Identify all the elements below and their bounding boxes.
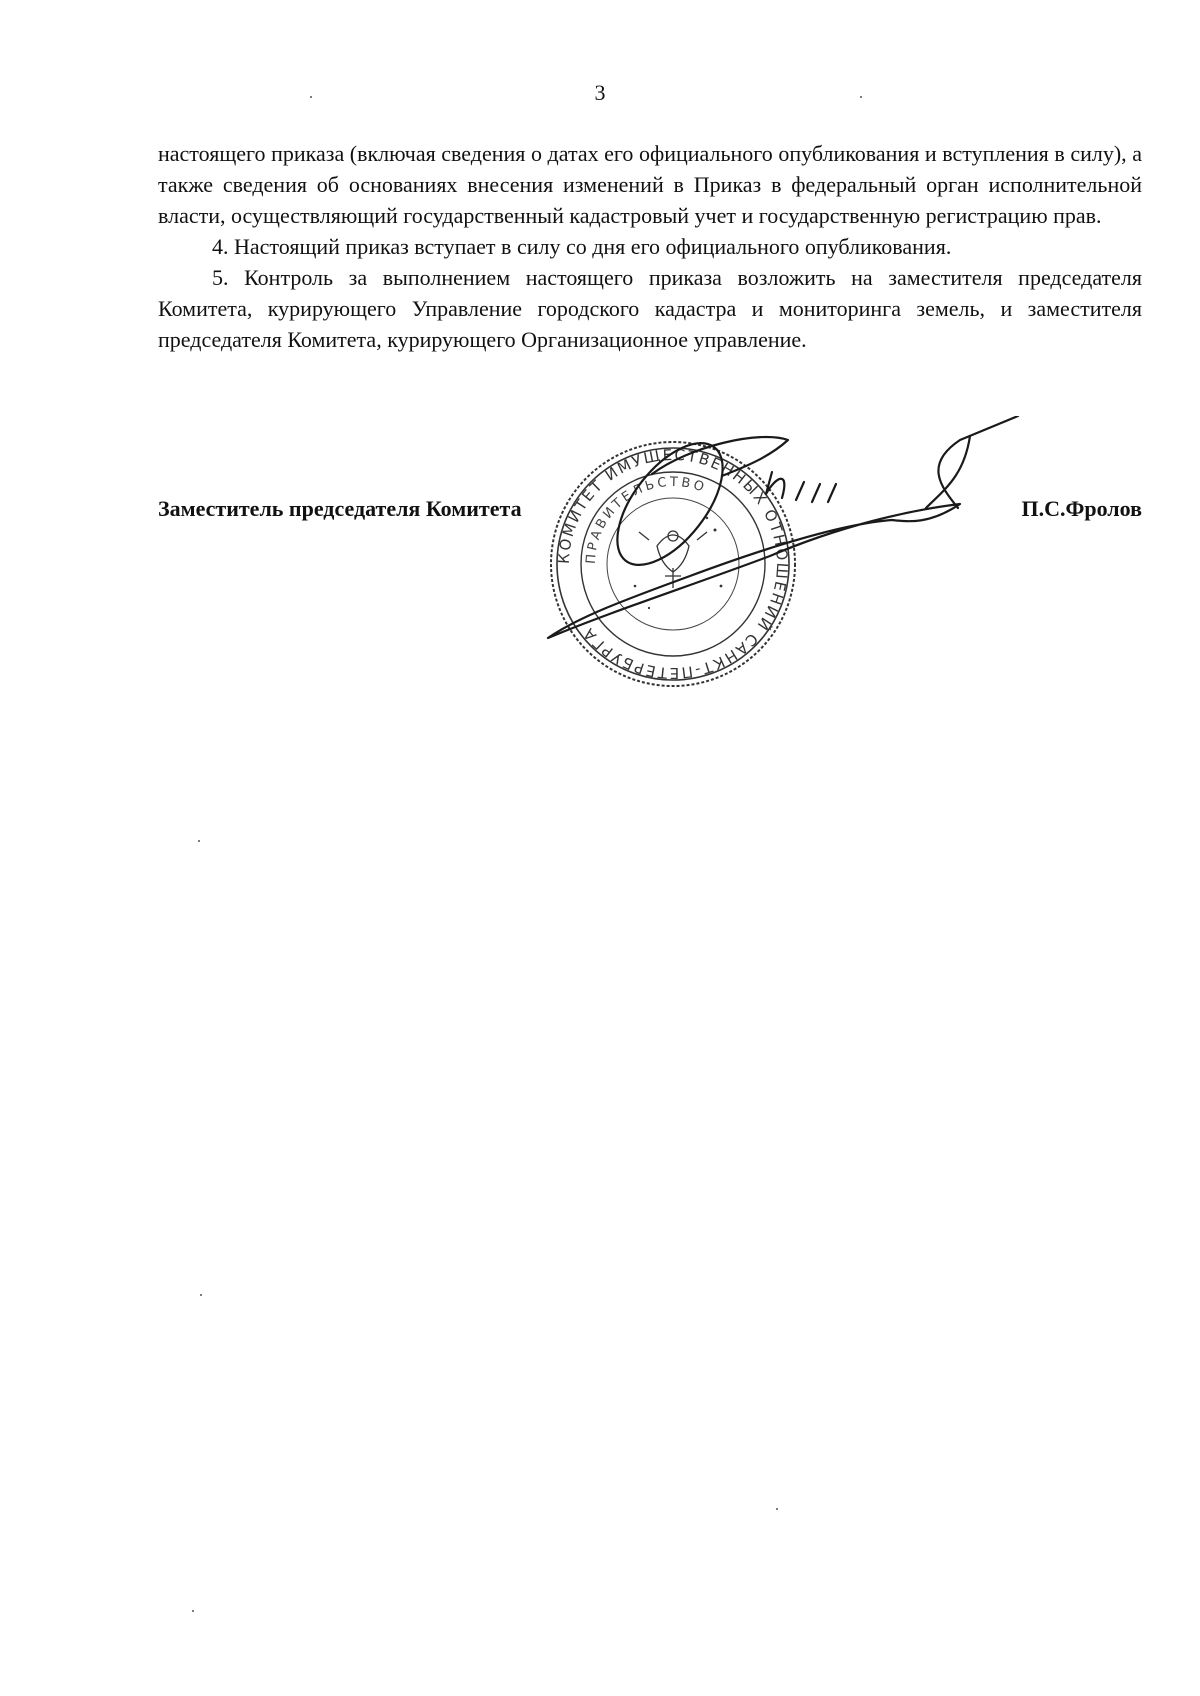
scan-speck [198,840,200,842]
paragraph-item-4: 4. Настоящий приказ вступает в силу со дня его официального опубликования. [212,234,952,259]
paragraph-item-5: 5. Контроль за выполнением настоящего приказа возложить на заместителя председателя Комитета, курирующего Управление городского кадастра и мониторинга земель, и заместителя председателя Комитета, курирующего Организационное управление. [158,265,1142,352]
stamp-inner-text: ПРАВИТЕЛЬСТВО [583,474,709,565]
scan-speck [310,96,312,98]
scan-speck [192,1610,194,1612]
document-body [158,138,1142,355]
scan-speck [200,1294,202,1296]
page-number: 3 [594,80,606,105]
scan-speck [776,1508,778,1510]
scan-speck [860,96,862,98]
stamp-outer-text: КОМИТЕТ ИМУЩЕСТВЕННЫХ ОТНОШЕНИЙ САНКТ-ПЕТЕРБУРГА [554,445,792,683]
handwritten-signature [540,416,1060,656]
signer-name: П.С.Фролов [1021,496,1142,521]
paragraph-continuation: настоящего приказа (включая сведения о датах его официального опубликования и вступления в силу), а также сведения об основаниях внесения изменений в Приказ в федеральный орган исполнительной власти, осуществляющий государственный кадастровый учет и государственную регистрацию прав. [158,141,1142,228]
signer-title: Заместитель председателя Комитета [158,496,522,521]
